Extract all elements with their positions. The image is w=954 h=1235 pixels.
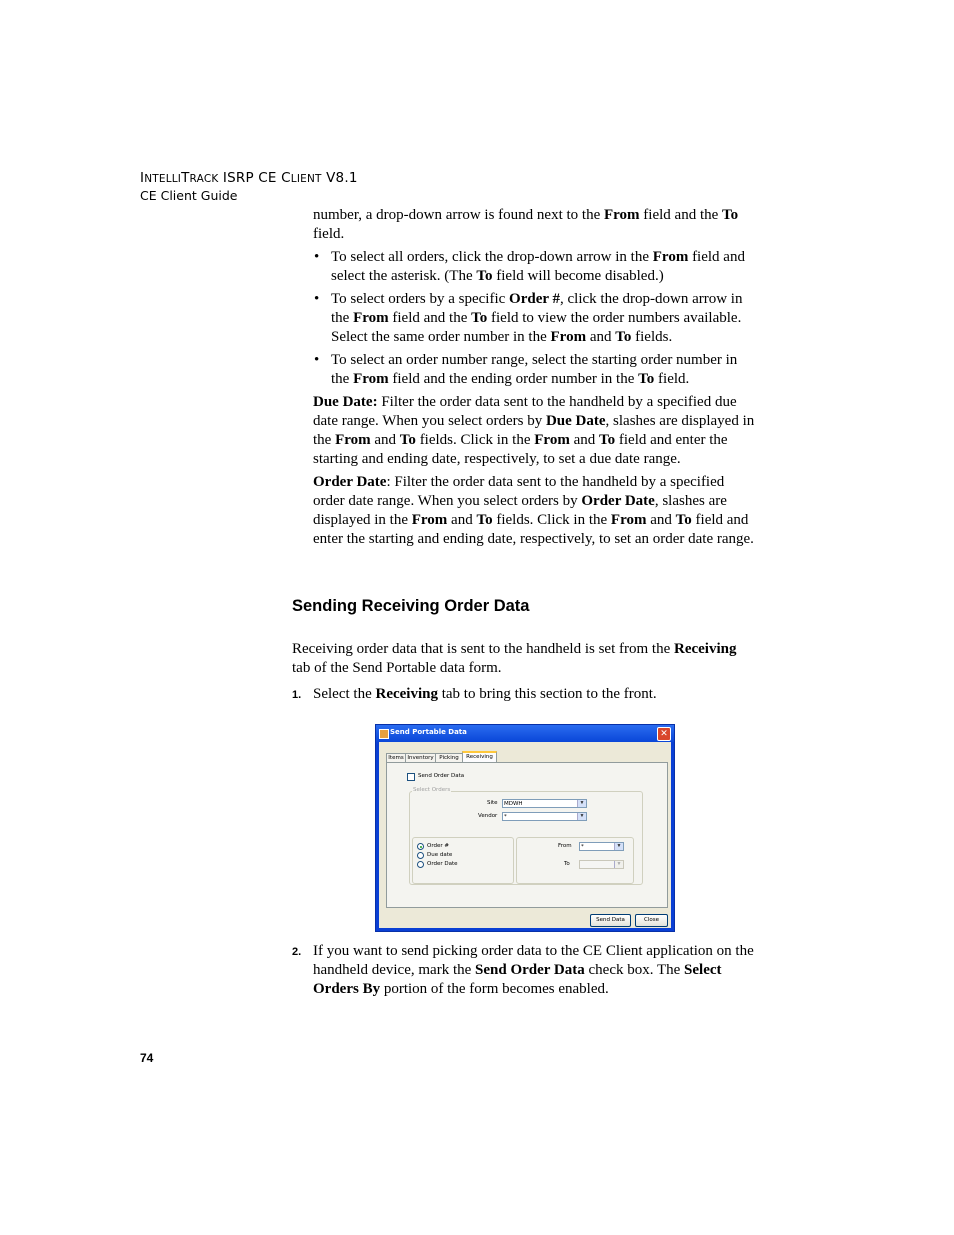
to-dropdown[interactable]: [579, 860, 624, 869]
window-title: Send Portable Data: [390, 728, 467, 736]
radio-order-number-label: Order #: [427, 843, 449, 849]
chevron-down-icon: ▼: [614, 861, 623, 868]
radio-order-date[interactable]: [417, 861, 424, 868]
step-2-text: If you want to send picking order data to the CE Client application on the handheld device, mark the Send Order Data check box. The Select Orders By portion of the form becomes enabled.: [313, 943, 754, 997]
window-titlebar: [376, 725, 674, 742]
chevron-down-icon: ▼: [614, 843, 623, 850]
radio-due-date-label: Due date: [427, 852, 453, 858]
tab-inventory[interactable]: Inventory: [405, 753, 436, 763]
chevron-down-icon: ▼: [577, 800, 586, 807]
page-number: 74: [140, 1051, 154, 1065]
app-icon: [379, 729, 389, 739]
tab-picking[interactable]: Picking: [435, 753, 463, 763]
site-dropdown[interactable]: MDWH ▼: [502, 799, 587, 808]
due-date-paragraph: Due Date: Filter the order data sent to the handheld by a specified due date range. When you select orders by Due Date, slashes are displayed in the From and To fields. Click in the From and To field and enter the starting and ending date, respectively, to set a due date range.: [313, 394, 755, 467]
to-label: To: [564, 861, 570, 867]
bullet-specific-order: • To select orders by a specific Order #, click the drop-down arrow in the From field and the To field to view the order numbers available. Select the same order number in the From and To fields.: [314, 291, 743, 345]
radio-due-date[interactable]: [417, 852, 424, 859]
send-portable-data-window: [375, 724, 675, 932]
vendor-dropdown[interactable]: * ▼: [502, 812, 587, 821]
vendor-label: Vendor: [478, 813, 498, 819]
step-1-text: Select the Receiving tab to bring this section to the front.: [313, 686, 657, 702]
receiving-panel: [386, 762, 668, 908]
running-header: INTELLITRACK ISRP CE CLIENT V8.1: [140, 170, 358, 186]
step-2-number: 2.: [292, 946, 302, 958]
bullet-all-orders: • To select all orders, click the drop-down arrow in the From field and select the asterisk. (The To field will become disabled.): [314, 249, 745, 284]
order-date-paragraph: Order Date: Filter the order data sent to the handheld by a specified order date range. When you select orders by Order Date, slashes are displayed in the From and To fields. Click in the From and To field and enter the starting and ending date, respectively, to set an order date range.: [313, 474, 754, 547]
intro-paragraph: number, a drop-down arrow is found next to the From field and the To field.: [313, 207, 739, 242]
step-1-number: 1.: [292, 689, 302, 701]
radio-order-number[interactable]: [417, 843, 424, 850]
select-orders-label: Select Orders: [413, 787, 451, 793]
close-icon[interactable]: ✕: [657, 727, 671, 741]
radio-order-date-label: Order Date: [427, 861, 458, 867]
from-dropdown[interactable]: * ▼: [579, 842, 624, 851]
window-body: [379, 742, 671, 928]
send-order-data-checkbox[interactable]: [407, 773, 415, 781]
chevron-down-icon: ▼: [577, 813, 586, 820]
site-label: Site: [487, 800, 498, 806]
section-heading: Sending Receiving Order Data: [292, 597, 530, 615]
tab-items[interactable]: Items: [386, 753, 406, 763]
tab-receiving[interactable]: Receiving: [462, 751, 497, 764]
send-order-data-label: Send Order Data: [418, 773, 465, 779]
running-subtitle: CE Client Guide: [140, 188, 238, 203]
bullet-order-range: • To select an order number range, select the starting order number in the From field and the ending order number in the To field.: [314, 352, 738, 387]
from-label: From: [558, 843, 572, 849]
send-data-button[interactable]: Send Data: [590, 914, 631, 927]
close-button[interactable]: Close: [635, 914, 668, 927]
section-intro-paragraph: Receiving order data that is sent to the handheld is set from the Receiving tab of the Send Portable data form.: [292, 641, 737, 676]
